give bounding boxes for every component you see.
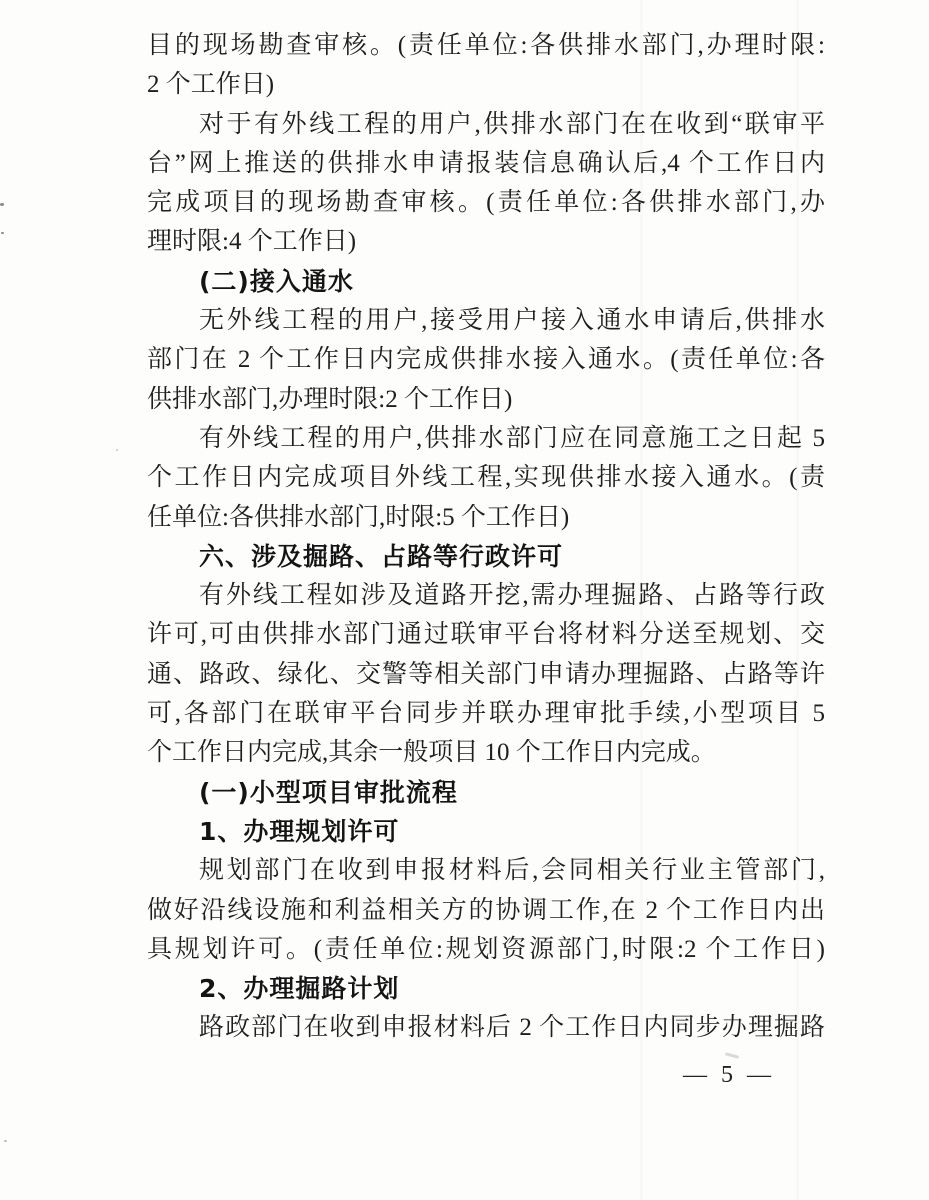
scan-speck: [725, 1052, 739, 1059]
text-line: 台”网上推送的供排水申请报装信息确认后,4 个工作日内: [147, 149, 825, 177]
text-line: 有外线工程的用户,供排水部门应在同意施工之日起 5: [199, 424, 825, 452]
text-line: 任单位:各供排水部门,时限:5 个工作日): [147, 503, 570, 531]
text-line: 可,各部门在联审平台同步并联办理审批手续,小型项目 5: [147, 700, 825, 728]
heading-line: 1、办理规划许可: [199, 816, 400, 846]
text-line: 完成项目的现场勘查审核。(责任单位:各供排水部门,办: [147, 189, 825, 217]
heading-line: 2、办理掘路计划: [199, 974, 400, 1004]
text-line: 目的现场勘查审核。(责任单位:各供排水部门,办理时限:: [147, 32, 825, 59]
text-line: 个工作日内完成项目外线工程,实现供排水接入通水。(责: [147, 464, 825, 492]
text-line: 供排水部门,办理时限:2 个工作日): [147, 385, 513, 413]
scan-speck: [116, 449, 118, 451]
text-line: 无外线工程的用户,接受用户接入通水申请后,供排水: [199, 307, 825, 335]
text-line: 做好沿线设施和利益相关方的协调工作,在 2 个工作日内出: [147, 896, 825, 924]
text-line: 部门在 2 个工作日内完成供排水接入通水。(责任单位:各: [147, 346, 825, 374]
heading-line: (一)小型项目审批流程: [199, 777, 458, 807]
scan-speck: [0, 203, 4, 206]
text-line: 许可,可由供排水部门通过联审平台将材料分送至规划、交: [147, 621, 825, 649]
text-line: 个工作日内完成,其余一般项目 10 个工作日内完成。: [147, 739, 716, 767]
page-number: — 5 —: [683, 1062, 775, 1088]
scan-speck: [1, 232, 4, 234]
scan-speck: [4, 1140, 7, 1142]
text-line: 有外线工程如涉及道路开挖,需办理掘路、占路等行政: [199, 582, 825, 610]
heading-line: 六、涉及掘路、占路等行政许可: [199, 541, 564, 571]
text-line: 规划部门在收到申报材料后,会同相关行业主管部门,: [199, 857, 825, 885]
text-line: 对于有外线工程的用户,供排水部门在在收到“联审平: [199, 110, 825, 138]
text-line: 具规划许可。(责任单位:规划资源部门,时限:2 个工作日): [147, 935, 825, 963]
document-content: [147, 26, 825, 1048]
text-line: 2 个工作日): [147, 71, 275, 99]
text-line: 理时限:4 个工作日): [147, 228, 357, 256]
text-line: 通、路政、绿化、交警等相关部门申请办理掘路、占路等许: [147, 660, 825, 688]
text-line: 路政部门在收到申报材料后 2 个工作日内同步办理掘路: [199, 1014, 825, 1042]
heading-line: (二)接入通水: [199, 266, 354, 296]
